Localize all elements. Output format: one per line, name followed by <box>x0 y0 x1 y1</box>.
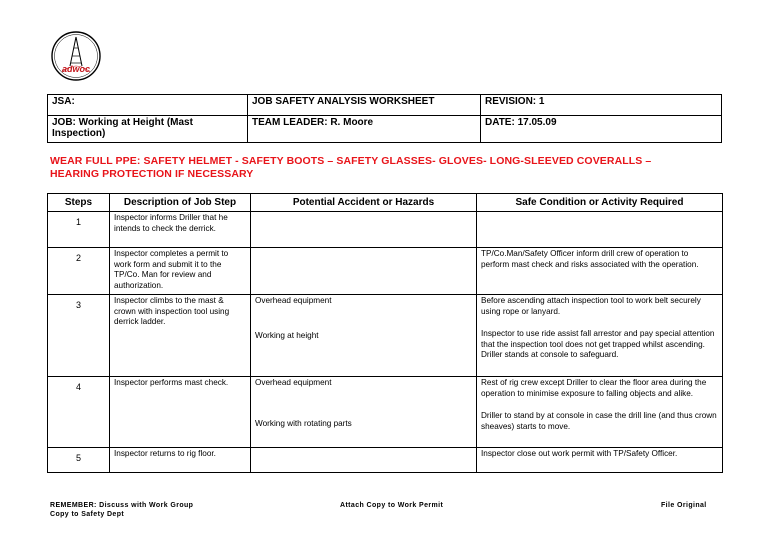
job-title: JOB: Working at Height (Mast Inspection) <box>48 116 248 143</box>
hazard-text: Overhead equipment <box>255 378 332 387</box>
step-number: 3 <box>48 295 110 377</box>
step-number: 2 <box>48 248 110 295</box>
col-header-hazards: Potential Accident or Hazards <box>251 194 477 212</box>
footer-remember <box>50 501 193 519</box>
step-safe-condition <box>477 212 723 248</box>
safe-condition-text: TP/Co.Man/Safety Officer inform drill crew of operation to perform mast check and risks associated with the operation. <box>481 249 699 269</box>
footer-attach: Attach Copy to Work Permit <box>340 502 444 509</box>
step-description: Inspector informs Driller that he intends to check the derrick. <box>110 212 251 248</box>
col-header-description: Description of Job Step <box>110 194 251 212</box>
hazard-text: Working at height <box>255 330 319 340</box>
revision: REVISION: 1 <box>481 95 722 116</box>
step-safe-condition <box>477 377 723 448</box>
col-header-steps: Steps <box>48 194 110 212</box>
company-logo <box>50 30 102 82</box>
table-row <box>48 248 723 295</box>
step-number: 4 <box>48 377 110 448</box>
ppe-line-2: HEARING PROTECTION IF NECESSARY <box>50 168 254 180</box>
header-table <box>47 94 722 143</box>
step-description: Inspector performs mast check. <box>110 377 251 448</box>
step-safe-condition <box>477 248 723 295</box>
ppe-line-1: WEAR FULL PPE: SAFETY HELMET - SAFETY BOOTS – SAFETY GLASSES- GLOVES- LONG-SLEEVED COVERALLS – <box>50 155 652 167</box>
step-number: 5 <box>48 448 110 473</box>
jsa-label: JSA: <box>48 95 248 116</box>
svg-text:adwoc: adwoc <box>61 64 91 74</box>
step-safe-condition <box>477 295 723 377</box>
ppe-notice <box>50 155 730 181</box>
step-hazards <box>251 212 477 248</box>
hazard-text: Overhead equipment <box>255 296 332 305</box>
team-leader: TEAM LEADER: R. Moore <box>248 116 481 143</box>
date: DATE: 17.05.09 <box>481 116 722 143</box>
safe-condition-text: Inspector close out work permit with TP/Safety Officer. <box>481 449 678 458</box>
step-hazards <box>251 295 477 377</box>
hazard-text: Working with rotating parts <box>255 418 352 428</box>
step-hazards <box>251 377 477 448</box>
table-row <box>48 212 723 248</box>
job-steps-table <box>47 193 723 473</box>
safe-condition-text: Driller to stand by at console in case the drill line (and thus crown sheaves) starts to move. <box>481 411 717 431</box>
step-description: Inspector completes a permit to work form and submit it to the TP/Co. Man for review and authorization. <box>110 248 251 295</box>
footer-remember-line-2: Copy to Safety Dept <box>50 511 125 518</box>
worksheet-title: JOB SAFETY ANALYSIS WORKSHEET <box>248 95 481 116</box>
footer-file: File Original <box>661 502 707 509</box>
safe-condition-text: Inspector to use ride assist fall arrestor and pay special attention that the inspection tool does not get trapped whilst ascending. Driller stands at console to safeguard. <box>481 329 715 359</box>
safe-condition-text: Rest of rig crew except Driller to clear the floor area during the operation to minimise exposure to falling objects and alike. <box>481 378 707 398</box>
table-row <box>48 295 723 377</box>
safe-condition-text: Before ascending attach inspection tool to work belt securely using rope or lanyard. <box>481 296 701 316</box>
step-description: Inspector returns to rig floor. <box>110 448 251 473</box>
step-safe-condition <box>477 448 723 473</box>
footer-remember-line-1: REMEMBER: Discuss with Work Group <box>50 502 194 509</box>
table-row <box>48 377 723 448</box>
col-header-safe-condition: Safe Condition or Activity Required <box>477 194 723 212</box>
step-hazards <box>251 248 477 295</box>
step-number: 1 <box>48 212 110 248</box>
table-row <box>48 448 723 473</box>
step-description: Inspector climbs to the mast & crown with inspection tool using derrick ladder. <box>110 295 251 377</box>
step-hazards <box>251 448 477 473</box>
